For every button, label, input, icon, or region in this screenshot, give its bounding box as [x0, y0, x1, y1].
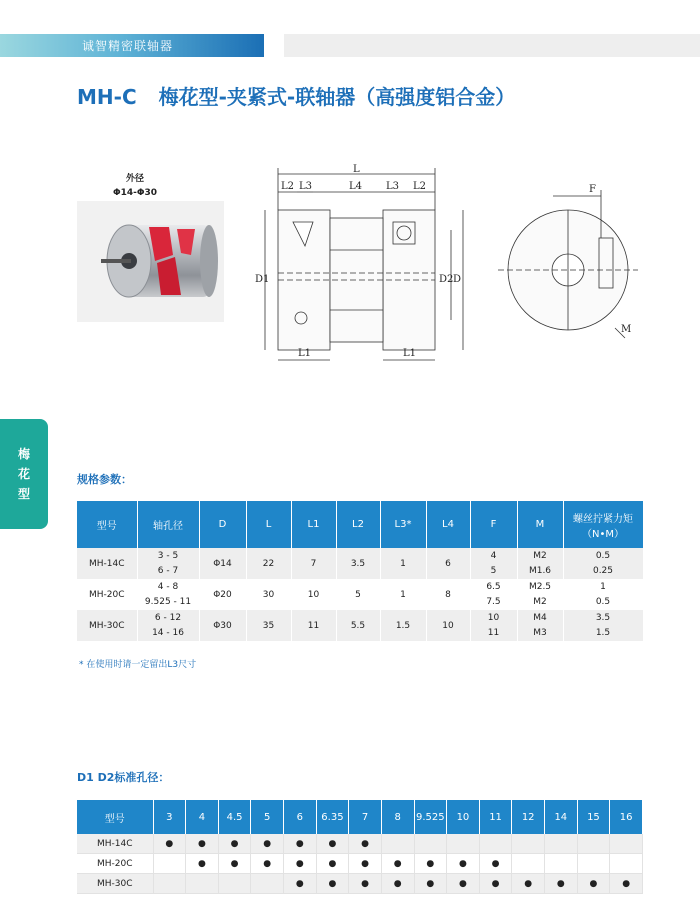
dim-L4: L4	[349, 181, 363, 192]
bore-available-mark: ●	[186, 834, 219, 854]
header-M: M	[517, 501, 563, 548]
cell-torque-a: 1	[600, 581, 606, 592]
header-model: 型号	[77, 501, 137, 548]
cell-M-b: M2	[533, 596, 547, 607]
bore-empty-cell	[414, 834, 447, 854]
cell-bore-a: 4 - 8	[157, 581, 179, 592]
bore-available-mark: ●	[381, 874, 414, 894]
bore-empty-cell	[577, 854, 610, 874]
table-row	[77, 834, 643, 854]
dim-D: D	[453, 274, 462, 285]
cell-model: MH-14C	[77, 548, 137, 579]
cell-torque	[563, 548, 643, 579]
cell-L: 35	[246, 610, 291, 641]
side-tab[interactable]	[0, 419, 48, 529]
table-row	[77, 874, 643, 894]
cell-torque	[563, 579, 643, 610]
dim-L: L	[353, 164, 360, 175]
bore-table	[77, 800, 643, 894]
bore-header-row	[77, 800, 643, 834]
dim-D2: D2	[439, 274, 454, 285]
cell-L2: 5	[336, 579, 380, 610]
header-gray-bar	[284, 34, 700, 57]
cell-F-b: 5	[490, 565, 497, 576]
bore-size-header: 6.35	[316, 800, 349, 834]
cell-F-a: 4	[490, 550, 497, 561]
dim-L2-right: L2	[413, 181, 427, 192]
bore-size-header: 3	[153, 800, 186, 834]
bore-size-header: 11	[479, 800, 512, 834]
cell-bore-b: 9.525 - 11	[144, 596, 192, 607]
header-L4: L4	[426, 501, 470, 548]
title-model: MH-C	[77, 85, 137, 109]
bore-empty-cell	[610, 854, 643, 874]
cell-bore-b: 14 - 16	[152, 627, 184, 638]
cell-L3: 1	[380, 548, 426, 579]
bore-empty-cell	[577, 834, 610, 854]
bore-size-header: 10	[447, 800, 480, 834]
side-tab-char: 花	[17, 467, 30, 481]
bore-available-mark: ●	[251, 854, 284, 874]
header-F: F	[470, 501, 517, 548]
cell-F	[470, 548, 517, 579]
bore-empty-cell	[251, 874, 284, 894]
bore-size-header: 8	[381, 800, 414, 834]
bore-available-mark: ●	[153, 834, 186, 854]
bore-available-mark: ●	[349, 854, 382, 874]
bore-available-mark: ●	[218, 854, 251, 874]
cell-L1: 10	[291, 579, 336, 610]
bore-available-mark: ●	[284, 834, 317, 854]
bore-available-mark: ●	[218, 834, 251, 854]
cell-L1: 7	[291, 548, 336, 579]
bore-available-mark: ●	[284, 874, 317, 894]
header-torque-line1: 螺丝拧紧力矩	[573, 513, 633, 525]
bore-available-mark: ●	[512, 874, 545, 894]
outer-diameter-label	[100, 172, 170, 200]
cell-L2: 3.5	[336, 548, 380, 579]
cell-M	[517, 610, 563, 641]
bore-title: D1 D2标准孔径：	[77, 771, 170, 784]
bore-available-mark: ●	[284, 854, 317, 874]
cell-F	[470, 610, 517, 641]
bore-size-header: 5	[251, 800, 284, 834]
table-row	[77, 610, 643, 641]
spec-title: 规格参数：	[77, 473, 132, 486]
dimension-drawing	[253, 160, 693, 370]
header-torque	[563, 501, 643, 548]
bore-available-mark: ●	[577, 874, 610, 894]
side-tab-char: 型	[17, 487, 30, 501]
cell-L3: 1.5	[380, 610, 426, 641]
cell-M	[517, 579, 563, 610]
cell-M-b: M1.6	[528, 565, 552, 576]
cell-L4: 8	[426, 579, 470, 610]
od-label-text: 外径	[125, 174, 144, 184]
cell-D: Φ20	[199, 579, 246, 610]
bore-size-header: 15	[577, 800, 610, 834]
bore-empty-cell	[545, 854, 578, 874]
bore-size-header: 16	[610, 800, 643, 834]
dim-L3-right: L3	[386, 181, 400, 192]
bore-row-model: MH-20C	[77, 854, 153, 874]
bore-size-header: 12	[512, 800, 545, 834]
bore-available-mark: ●	[414, 854, 447, 874]
cell-M-a: M2	[533, 550, 547, 561]
cell-torque-b: 1.5	[595, 627, 611, 638]
header-brand: 诚智精密联轴器	[82, 39, 174, 53]
table-row	[77, 579, 643, 610]
dim-L2-left: L2	[281, 181, 295, 192]
cell-F-a: 10	[487, 612, 500, 623]
bore-empty-cell	[218, 874, 251, 894]
bore-available-mark: ●	[186, 854, 219, 874]
cell-F-b: 11	[487, 627, 500, 638]
cell-bore-a: 3 - 5	[157, 550, 179, 561]
l3-note: * 在使用时请一定留出L3尺寸	[79, 660, 197, 670]
dim-L3-left: L3	[299, 181, 313, 192]
dim-L1-left: L1	[298, 348, 312, 359]
cell-torque-b: 0.25	[592, 565, 614, 576]
cell-torque-a: 0.5	[595, 550, 611, 561]
header-torque-line2: （N•M）	[581, 528, 624, 540]
header-L1: L1	[291, 501, 336, 548]
bore-row-model: MH-14C	[77, 834, 153, 854]
bore-available-mark: ●	[610, 874, 643, 894]
cell-L: 30	[246, 579, 291, 610]
dim-D1: D1	[255, 274, 270, 285]
spec-header-row	[77, 501, 643, 548]
bore-available-mark: ●	[381, 854, 414, 874]
cell-torque	[563, 610, 643, 641]
cell-D: Φ30	[199, 610, 246, 641]
bore-available-mark: ●	[479, 874, 512, 894]
cell-L2: 5.5	[336, 610, 380, 641]
bore-available-mark: ●	[479, 854, 512, 874]
spec-table	[77, 501, 644, 641]
bore-available-mark: ●	[545, 874, 578, 894]
bore-size-header: 6	[284, 800, 317, 834]
cell-M	[517, 548, 563, 579]
table-row	[77, 854, 643, 874]
header-L: L	[246, 501, 291, 548]
cell-L: 22	[246, 548, 291, 579]
cell-bore	[137, 610, 199, 641]
cell-bore	[137, 548, 199, 579]
bore-available-mark: ●	[414, 874, 447, 894]
cell-D: Φ14	[199, 548, 246, 579]
title-name: 梅花型-夹紧式-联轴器（高强度铝合金）	[158, 85, 516, 109]
cell-torque-a: 3.5	[595, 612, 611, 623]
bore-empty-cell	[610, 834, 643, 854]
cell-F-a: 6.5	[486, 581, 501, 592]
bore-size-header: 4.5	[218, 800, 251, 834]
cell-L1: 11	[291, 610, 336, 641]
dim-F: F	[589, 184, 596, 195]
dim-M: M	[621, 324, 632, 335]
bore-empty-cell	[512, 854, 545, 874]
side-tab-char: 梅	[17, 447, 30, 461]
cell-bore-a: 6 - 12	[154, 612, 182, 623]
product-photo	[77, 201, 224, 322]
bore-available-mark: ●	[349, 834, 382, 854]
header-bore: 轴孔径	[137, 501, 199, 548]
cell-M-a: M4	[533, 612, 547, 623]
bore-size-header: 14	[545, 800, 578, 834]
cell-bore	[137, 579, 199, 610]
page-title	[77, 81, 515, 110]
bore-empty-cell	[479, 834, 512, 854]
bore-available-mark: ●	[447, 874, 480, 894]
bore-empty-cell	[186, 874, 219, 894]
bore-size-header: 7	[349, 800, 382, 834]
cell-L3: 1	[380, 579, 426, 610]
header-L2: L2	[336, 501, 380, 548]
cell-M-b: M3	[533, 627, 547, 638]
bore-empty-cell	[447, 834, 480, 854]
bore-available-mark: ●	[447, 854, 480, 874]
od-range-text: Φ14-Φ30	[112, 188, 158, 198]
bore-header-model: 型号	[77, 800, 153, 834]
bore-available-mark: ●	[316, 874, 349, 894]
bore-available-mark: ●	[316, 834, 349, 854]
dim-L1-right: L1	[403, 348, 417, 359]
table-row	[77, 548, 643, 579]
cell-F	[470, 579, 517, 610]
bore-available-mark: ●	[349, 874, 382, 894]
cell-model: MH-30C	[77, 610, 137, 641]
bore-empty-cell	[381, 834, 414, 854]
cell-F-b: 7.5	[486, 596, 501, 607]
bore-empty-cell	[545, 834, 578, 854]
header-D: D	[199, 501, 246, 548]
bore-empty-cell	[512, 834, 545, 854]
cell-L4: 10	[426, 610, 470, 641]
cell-M-a: M2.5	[528, 581, 552, 592]
cell-bore-b: 6 - 7	[157, 565, 179, 576]
cell-L4: 6	[426, 548, 470, 579]
bore-empty-cell	[153, 854, 186, 874]
bore-size-header: 9.525	[414, 800, 447, 834]
cell-model: MH-20C	[77, 579, 137, 610]
bore-row-model: MH-30C	[77, 874, 153, 894]
bore-available-mark: ●	[251, 834, 284, 854]
bore-size-header: 4	[186, 800, 219, 834]
cell-torque-b: 0.5	[595, 596, 611, 607]
header-L3: L3*	[380, 501, 426, 548]
bore-empty-cell	[153, 874, 186, 894]
bore-available-mark: ●	[316, 854, 349, 874]
